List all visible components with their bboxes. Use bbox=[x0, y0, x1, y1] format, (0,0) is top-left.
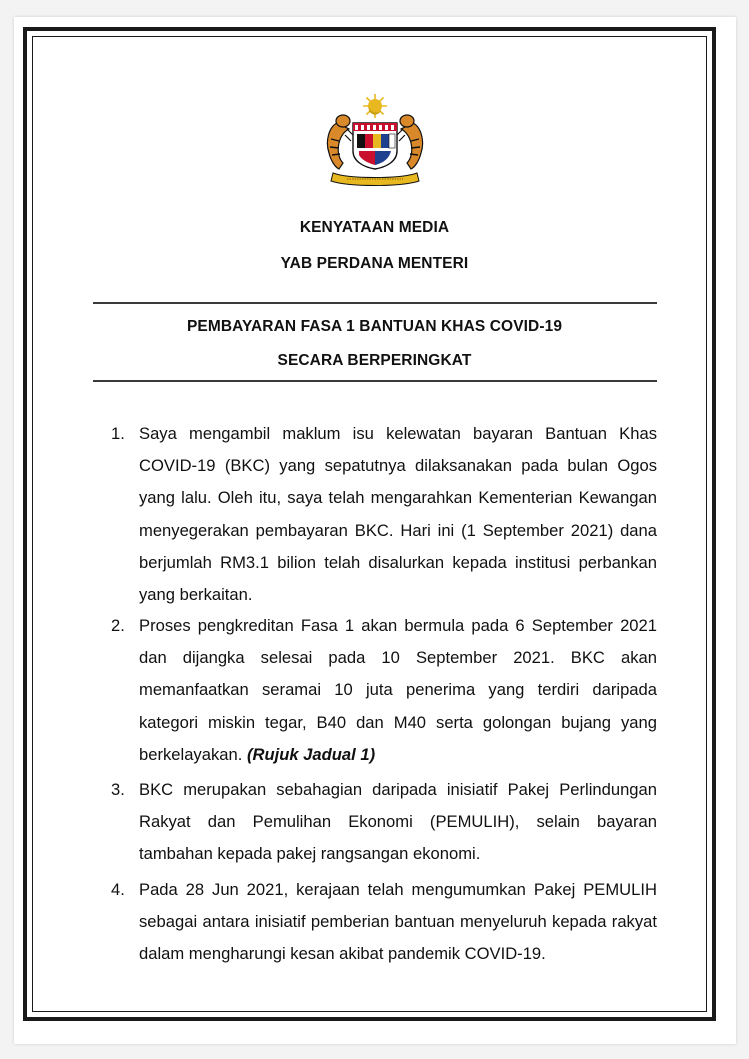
title-line-1: PEMBAYARAN FASA 1 BANTUAN KHAS COVID-19 bbox=[186, 318, 563, 335]
title-line-2: SECARA BERPERINGKAT bbox=[277, 352, 472, 369]
paragraph-1 bbox=[111, 418, 657, 611]
table-reference: (Rujuk Jadual 1) bbox=[246, 744, 376, 764]
malaysia-coat-of-arms-icon bbox=[319, 93, 431, 189]
paragraph-text bbox=[139, 874, 657, 971]
crest-shield bbox=[353, 123, 397, 169]
paragraph-body: BKC merupakan sebahagian daripada inisiatif Pakej Perlindungan Rakyat dan Pemulihan Ekonomi (PEMULIH), selain bayaran tambahan kepada pakej rangsangan ekonomi. bbox=[139, 780, 657, 864]
paragraph-body: Proses pengkreditan Fasa 1 akan bermula pada 6 September 2021 dan dijangka selesai pada 10 September 2021. BKC akan memanfaatkan seramai 10 juta penerima yang terdiri daripada kategori miskin tegar, B40 dan M40 serta golongan bujang yang berkelayakan. bbox=[139, 616, 657, 764]
title-rule-top bbox=[93, 302, 657, 304]
title-rule-bottom bbox=[93, 380, 657, 382]
paragraph-body: Pada 28 Jun 2021, kerajaan telah mengumumkan Pakej PEMULIH sebagai antara inisiatif pemberian bantuan menyeluruh kepada rakyat dalam mengharungi kesan akibat pandemik COVID-19. bbox=[139, 880, 657, 964]
paragraph-text bbox=[139, 774, 657, 871]
paragraph-body: Saya mengambil maklum isu kelewatan bayaran Bantuan Khas COVID-19 (BKC) yang sepatutnya dilaksanakan pada bulan Ogos yang lalu. Oleh itu, saya telah mengarahkan Kementerian Kewangan menyegerakan pembayaran BKC. Hari ini (1 September 2021) dana berjumlah RM3.1 bilion telah disalurkan kepada institusi perbankan yang berkaitan. bbox=[139, 424, 657, 605]
paragraph-number: 2. bbox=[111, 616, 125, 635]
crest-tiger-left bbox=[327, 115, 353, 169]
crest-scroll bbox=[331, 173, 419, 186]
paragraph-number: 4. bbox=[111, 880, 125, 899]
paragraph-text bbox=[139, 418, 657, 611]
header-media-statement: KENYATAAN MEDIA bbox=[299, 219, 450, 236]
crest-tiger-right bbox=[397, 115, 423, 169]
paragraph-number: 3. bbox=[111, 780, 125, 799]
header-prime-minister: YAB PERDANA MENTERI bbox=[280, 255, 469, 272]
paragraph-4 bbox=[111, 874, 657, 971]
paragraph-number: 1. bbox=[111, 424, 125, 443]
crest-star bbox=[363, 94, 387, 118]
paragraph-3 bbox=[111, 774, 657, 871]
paragraph-text bbox=[139, 610, 657, 771]
paragraph-2 bbox=[111, 610, 657, 771]
